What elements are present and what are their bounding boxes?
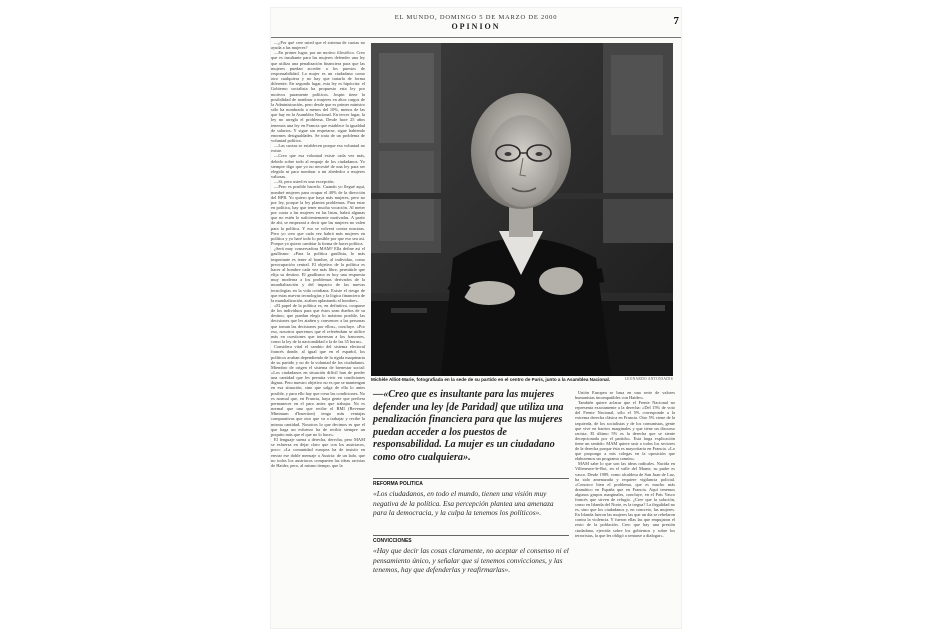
right-paragraph: También quiere aclarar que el Frente Nacional no representa exactamente a la derecha: «Del 15% de voto del Frente Nacional, sólo el 5% corresponde a la extrema derecha clásica en Francia. Otro 5% viene de la izquierda, de los socialistas y de los comunistas, gente que vive en barrios marginales y que tiene un discurso racista. El último 5% es la derecha que se siente decepcionada por el partido». Esta larga explicación tiene un sentido: MAM quiere unir a todos los sectores de la derecha porque ésta es mayoritaria en Francia. «Lo que propongo a mis colegas en la oposición que elaboremos un programa común». [575, 400, 675, 462]
photo-caption: Michèle Alliot-Marie, fotografiada en la sede de su partido en el centro de París, junto a la Asamblea Nacional. [371, 377, 611, 382]
section-title: OPINION [451, 22, 501, 31]
right-paragraph: Unión Europea se basa en una serie de valores humanistas incompatibles con Haider». [575, 390, 675, 401]
left-paragraph: «El papel de la política es, en definitiva, ocuparse de los individuos para que éstos sean dueños de su destino, que puedan elegir lo máximo posible, las decisiones que les atañen y convencer a las personas que toman las decisiones por ellos», concluye. «Por eso, nosotros queremos que el referéndum se utilice más en cuestiones que interesan a los franceses, como la ley de la nacionalidad o la de las 35 horas». [271, 302, 365, 345]
left-paragraph: Considera vital el cambio del sistema electoral francés donde, al igual que en el español, los políticos acaban dependiendo de la rígida maquinaria de su partido y no de la voluntad de los ciudadanos. Miembro de origen el sistema de bienestar social: «Los ciudadanos en situación difícil han de perder una cantidad que les permita vivir en condiciones dignas. Pero nuestro objetivo no es que se mantengan en esa situación, sino que salga de ella lo antes posible, y para ello hay que crear las condiciones. No es normal que, en Francia, haya gente que prefiera permanecer en el paro antes que trabajar. No es normal que una que recibe el RMI (Revenue Minimum d'Insertion) tenga más ventajas comparativas que otro que va a trabajar y recibe la misma cantidad. Nosotros lo que decimos es que el que haga un esfuerzo ha de recibir siempre un poquito más que el que no lo hace». [271, 344, 365, 437]
left-paragraph: —Las cuotas se establecen porque esa voluntad no existe. [271, 143, 365, 154]
right-text-column [575, 390, 675, 612]
left-paragraph: —¿Por qué cree usted que el sistema de cuotas no ayuda a las mujeres? [271, 40, 365, 51]
left-paragraph: —Sí, pero usted es una excepción. [274, 179, 335, 185]
section-rule [373, 478, 569, 479]
left-paragraph: —En primer lugar, por un motivo filosófico. Creo que es insultante para las mujeres defender una ley que utiliza una penalización financiera para que las mujeres puedan acceder a los puestos de responsabilidad. La mujer es un ciudadano como otro cualquiera y no hay que tratarla de forma diferente. En segundo lugar, esta ley es hipócrita: el Gobierno socialista ha propuesto esta ley por motivos puramente políticos. Jospin tiene la posibilidad de nombrar a mujeres en altos cargos de la Administración, pero desde que es primer ministro sólo ha nombrado a menos del 10%, menos de las que hay en la Asamblea Nacional. En tercer lugar, la ley no arregla el problema. Desde hace 25 años tenemos una ley en Francia que establece la igualdad de salarios. Y sigue sin respetarse, sigue habiendo enormes desigualdades. Se trata de un problema de voluntad política. [271, 50, 365, 143]
header-rule [271, 37, 681, 38]
section-rule [373, 535, 569, 536]
left-text-column [271, 40, 365, 625]
newspaper-page [271, 8, 681, 628]
left-paragraph: ¿Será muy conservadora MAM? Ella define así el gaullismo: «Para la política gaullista, lo más importante es tener al hombre, al individuo, como preocupación central. El objetivo de la política es hacer al hombre cada vez más libre, permitirle que elija su destino. El gaullismo es hoy una respuesta muy moderna a los problemas derivados de la mundialización y del impacto de las nuevas tecnologías en la vida cotidiana. Existe el riesgo de que estas nuevas tecnologías y la lógica financiera de la mundialización, acaben aplastando al hombre». [271, 246, 365, 303]
left-paragraph: —Pero es posible hacerlo. Cuando yo llegué aquí, nombré mujeres para ocupar el 40% de la dirección del RPR. Yo quiero que haya más mujeres, pero no por ley, porque la ley plantea problemas. Para estar en política, hay que tener mucha vocación. Al meter por cuota a las mujeres en las listas, habrá algunas que no estén lo suficientemente motivadas. A partir de ahí, se empezará a decir que las mujeres no valen para la política. Y eso se volverá contra nosotras. Pero yo creo que cada vez habrá más mujeres en política y yo haré todo lo posible por que eso sea así. Porque yo quiero cambiar la forma de hacer política. [271, 184, 365, 247]
left-paragraph: El lenguaje suena a derecha, derecha, pero MAM se esfuerza en dejar claro que con los austriacos, poco: «La comunidad europea ha de insistir en enviar ese doble mensaje a Austria: de un lado, que no todos los austriacos comparten las ideas racistas de Haider, pero, al mismo tiempo, que la [271, 437, 365, 468]
portrait-photo [371, 43, 673, 376]
pull-quote: —«Creo que es insultante para las mujeres defender una ley [de Paridad] que utiliza una penalización financiera para que las mujeres puedan acceder a los puestos de responsabilidad. La mujer es un ciudadano como otro cualquiera». [373, 389, 564, 463]
page-header [271, 11, 681, 35]
portrait-illustration [371, 43, 673, 376]
photo-credit: LEONARDO ANTONIADIS [624, 377, 673, 381]
publication-line: EL MUNDO, DOMINGO 5 DE MARZO DE 2000 [394, 14, 558, 21]
left-paragraph: —Creo que esa voluntad existe cada vez más, debido sobre todo al empuje de los ciudadanos. Yo siempre digo que yo no necesité de una ley para ser elegida ni para nombrar a mi alrededor a mujeres valiosas. [271, 153, 365, 180]
page-number: 7 [673, 15, 679, 27]
section-heading-reforma: REFORMA POLITICA [373, 481, 423, 487]
section-text-reforma: «Los ciudadanos, en todo el mundo, tienen una visión muy negativa de la política. Esa percepción plantea una amenaza para la democracia, y la culpa la tenemos los políticos». [373, 489, 554, 517]
section-heading-convicciones: CONVICCIONES [373, 538, 412, 544]
right-paragraph: MAM sabe lo que son las ideas radicales. Nacida en Villeneuve-le-Roi, en el valle del Marne, su padre es vasco. Desde 1989, como alcaldesa de San Juan de Luz, ha sido amenazada y requiere vigilancia policial. «Conozco bien el problema, que es mucho más dramático en España que en Francia. Aquí tenemos algunos grupos marginales, concluye, en el País Vasco francés que sirven de refugio. ¿Cree que la solución, como en Irlanda del Norte, es la tregua? La ilegalidad no es, sino que los ciudadanos y, en concreto, las mujeres. En Irlanda fueron las mujeres las que un día se rebelaron contra la violencia. Y fueron ellas las que empujaron el resto de la población. Creo que hay una presión ciudadana, ejercida sobre los gobiernos y sobre los terroristas, la que les obligó a sentarse a dialogar». [575, 461, 675, 538]
section-text-convicciones: «Hay que decir las cosas claramente, no aceptar el consenso ni el pensamiento único, y señalar que si tenemos convicciones, y las tenemos, hay que defenderlas y reafirmarlas». [373, 546, 569, 574]
